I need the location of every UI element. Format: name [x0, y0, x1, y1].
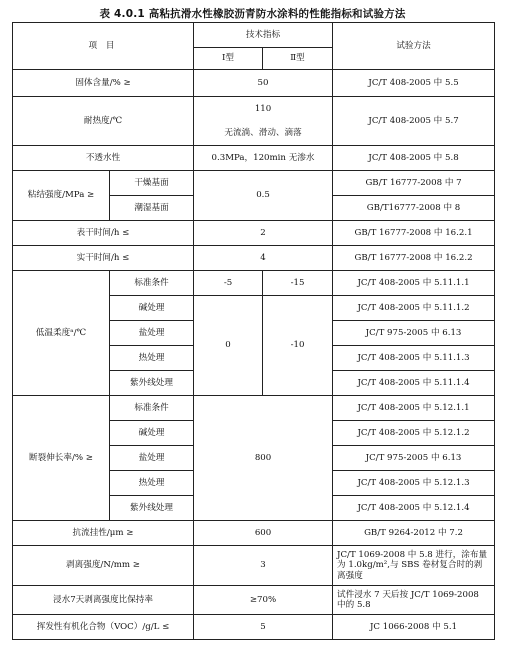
lowtemp-method-uv: JC/T 408-2005 中 5.11.1.4 — [333, 371, 495, 396]
row-lowtemp-standard — [13, 271, 495, 296]
bond-sub-wet: 潮湿基面 — [110, 196, 194, 221]
water-method: JC/T 408-2005 中 5.8 — [333, 146, 495, 171]
elong-sub-standard: 标准条件 — [110, 396, 194, 421]
heat-value-temp: 110 — [194, 97, 333, 122]
hard-dry-value: 4 — [194, 246, 333, 271]
voc-label: 挥发性有机化合物（VOC）/g/L ≤ — [13, 615, 194, 640]
row-bond-dry — [13, 171, 495, 196]
lowtemp-sub-standard: 标准条件 — [110, 271, 194, 296]
lowtemp-method-alkali: JC/T 408-2005 中 5.11.1.2 — [333, 296, 495, 321]
row-voc — [13, 615, 495, 640]
elong-value: 800 — [194, 396, 333, 521]
surface-dry-method: GB/T 16777-2008 中 16.2.1 — [333, 221, 495, 246]
immersion-label: 浸水7天剥离强度比保持率 — [13, 586, 194, 615]
row-elong-standard — [13, 396, 495, 421]
lowtemp-treated-type2: -10 — [263, 296, 333, 396]
peel-label: 剥离强度/N/mm ≥ — [13, 546, 194, 586]
lowtemp-method-heat: JC/T 408-2005 中 5.11.1.3 — [333, 346, 495, 371]
solid-value: 50 — [194, 70, 333, 97]
water-label: 不透水性 — [13, 146, 194, 171]
row-solid-content — [13, 70, 495, 97]
immersion-value: ≥70% — [194, 586, 333, 615]
voc-method: JC 1066-2008 中 5.1 — [333, 615, 495, 640]
header-type2: Ⅱ型 — [263, 48, 333, 70]
surface-dry-label: 表干时间/h ≤ — [13, 221, 194, 246]
row-peel-strength — [13, 546, 495, 586]
header-tech-index: 技术指标 — [194, 23, 333, 48]
heat-method: JC/T 408-2005 中 5.7 — [333, 97, 495, 146]
bond-sub-dry: 干燥基面 — [110, 171, 194, 196]
elong-sub-uv: 紫外线处理 — [110, 496, 194, 521]
bond-method-dry: GB/T 16777-2008 中 7 — [333, 171, 495, 196]
hard-dry-label: 实干时间/h ≤ — [13, 246, 194, 271]
table-caption: 表 4.0.1 高粘抗滑水性橡胶沥青防水涂料的性能指标和试验方法 — [99, 8, 406, 20]
lowtemp-sub-heat: 热处理 — [110, 346, 194, 371]
puncture-method: GB/T 9264-2012 中 7.2 — [333, 521, 495, 546]
elong-label: 断裂伸长率/% ≥ — [13, 396, 110, 521]
puncture-value: 600 — [194, 521, 333, 546]
lowtemp-label: 低温柔度ᵃ/℃ — [13, 271, 110, 396]
row-surface-dry — [13, 221, 495, 246]
elong-sub-alkali: 碱处理 — [110, 421, 194, 446]
solid-method: JC/T 408-2005 中 5.5 — [333, 70, 495, 97]
elong-method-uv: JC/T 408-2005 中 5.12.1.4 — [333, 496, 495, 521]
elong-sub-heat: 热处理 — [110, 471, 194, 496]
row-immersion-retention — [13, 586, 495, 615]
lowtemp-sub-alkali: 碱处理 — [110, 296, 194, 321]
row-sag-resistance — [13, 521, 495, 546]
row-heat-resistance — [13, 97, 495, 122]
heat-label: 耐热度/℃ — [13, 97, 194, 146]
surface-dry-value: 2 — [194, 221, 333, 246]
bond-method-wet: GB/T16777-2008 中 8 — [333, 196, 495, 221]
header-row — [13, 23, 495, 48]
row-impermeability — [13, 146, 495, 171]
water-value: 0.3MPa，120min 无渗水 — [194, 146, 333, 171]
immersion-method: 试件浸水 7 天后按 JC/T 1069-2008 中的 5.8 — [333, 586, 495, 615]
bond-value: 0.5 — [194, 171, 333, 221]
heat-value-desc: 无流淌、滑动、滴落 — [194, 122, 333, 146]
lowtemp-treated-type1: 0 — [194, 296, 263, 396]
puncture-label: 抗流挂性/μm ≥ — [13, 521, 194, 546]
elong-method-standard: JC/T 408-2005 中 5.12.1.1 — [333, 396, 495, 421]
lowtemp-method-standard: JC/T 408-2005 中 5.11.1.1 — [333, 271, 495, 296]
peel-value: 3 — [194, 546, 333, 586]
header-method: 试验方法 — [333, 23, 495, 70]
row-hard-dry — [13, 246, 495, 271]
spec-table — [12, 22, 495, 640]
header-type1: Ⅰ型 — [194, 48, 263, 70]
elong-sub-salt: 盐处理 — [110, 446, 194, 471]
voc-value: 5 — [194, 615, 333, 640]
lowtemp-std-type1: -5 — [194, 271, 263, 296]
solid-label: 固体含量/% ≥ — [13, 70, 194, 97]
peel-method: JC/T 1069-2008 中 5.8 进行，涂布量为 1.0kg/m²,与 SBS 卷材复合时的剥离强度 — [333, 546, 495, 586]
lowtemp-std-type2: -15 — [263, 271, 333, 296]
elong-method-heat: JC/T 408-2005 中 5.12.1.3 — [333, 471, 495, 496]
header-item: 项 目 — [13, 23, 194, 70]
hard-dry-method: GB/T 16777-2008 中 16.2.2 — [333, 246, 495, 271]
lowtemp-sub-uv: 紫外线处理 — [110, 371, 194, 396]
elong-method-salt: JC/T 975-2005 中 6.13 — [333, 446, 495, 471]
lowtemp-sub-salt: 盐处理 — [110, 321, 194, 346]
lowtemp-method-salt: JC/T 975-2005 中 6.13 — [333, 321, 495, 346]
bond-label: 粘结强度/MPa ≥ — [13, 171, 110, 221]
elong-method-alkali: JC/T 408-2005 中 5.12.1.2 — [333, 421, 495, 446]
